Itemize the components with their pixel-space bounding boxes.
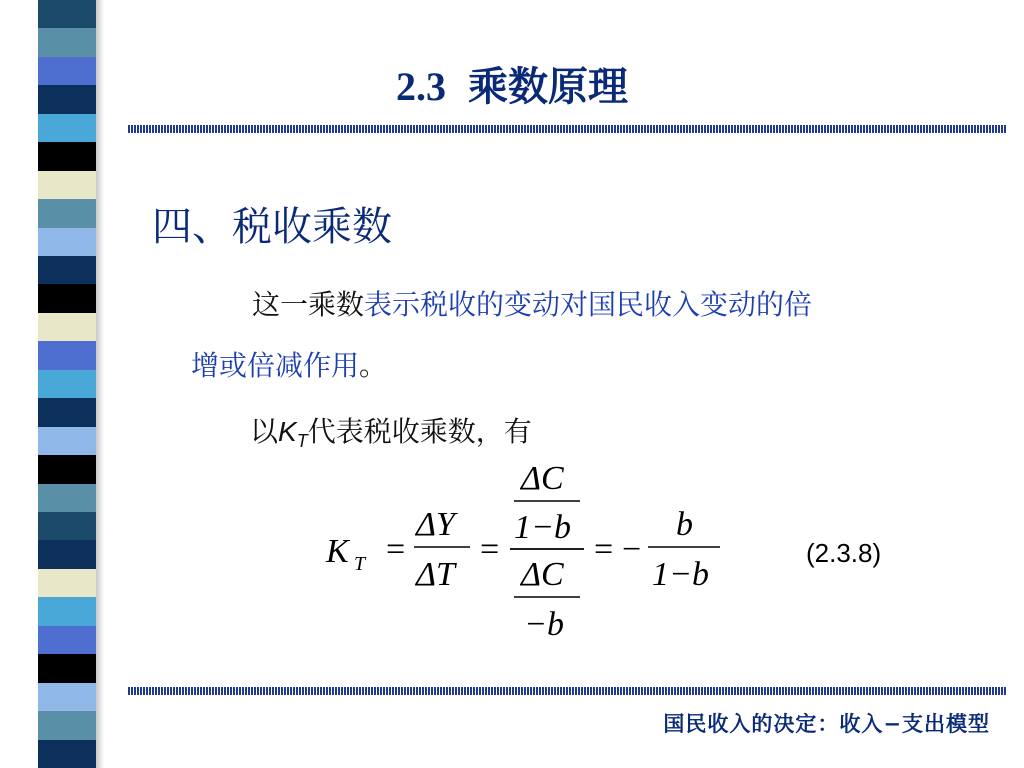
- frac2-bottom-numerator: ΔC: [521, 556, 564, 593]
- stripe-block: [38, 597, 96, 626]
- stripe-block: [38, 199, 96, 228]
- title-text: 乘数原理: [468, 63, 628, 110]
- frac1-numerator: ΔY: [416, 506, 455, 543]
- stripe-block: [38, 512, 96, 541]
- stripe-block: [38, 484, 96, 513]
- decorative-stripe: [38, 0, 96, 768]
- tax-multiplier-formula: [318, 455, 738, 645]
- stripe-block: [38, 142, 96, 171]
- stripe-block: [38, 626, 96, 655]
- frac1-denominator: ΔT: [416, 556, 455, 593]
- stripe-block: [38, 228, 96, 257]
- bottom-divider: [128, 687, 1006, 695]
- formula-lhs: K: [326, 533, 349, 570]
- section-heading: 四、税收乘数: [152, 204, 392, 250]
- frac3-denominator: 1−b: [652, 556, 709, 593]
- stripe-block: [38, 683, 96, 712]
- stripe-block: [38, 256, 96, 285]
- stripe-block: [38, 171, 96, 200]
- paragraph-line-2: [191, 344, 387, 384]
- stripe-block: [38, 0, 96, 29]
- stripe-block: [38, 398, 96, 427]
- stripe-block: [38, 341, 96, 370]
- stripe-block: [38, 28, 96, 57]
- stripe-shadow: [96, 0, 104, 768]
- formula-minus: −: [622, 531, 642, 568]
- frac2-top-denominator: 1−b: [514, 509, 571, 546]
- multiplier-symbol: $K_T$: [278, 416, 308, 451]
- stripe-block: [38, 114, 96, 143]
- formula-eq-1: =: [386, 531, 406, 568]
- stripe-block: [38, 711, 96, 740]
- paragraph-line-1: [252, 283, 812, 323]
- stripe-block: [38, 313, 96, 342]
- footer-text: 国民收入的决定：收入−支出模型: [663, 711, 990, 736]
- frac2-top-numerator: ΔC: [521, 460, 564, 497]
- slide-title: [0, 55, 1024, 112]
- top-divider: [128, 125, 1006, 133]
- stripe-block: [38, 284, 96, 313]
- stripe-block: [38, 654, 96, 683]
- stripe-block: [38, 370, 96, 399]
- formula-eq-3: =: [594, 531, 614, 568]
- paragraph-highlight: 增或倍减作用: [191, 349, 360, 382]
- frac2-bottom-denominator: −b: [524, 606, 564, 643]
- stripe-block: [38, 455, 96, 484]
- formula-eq-2: =: [480, 531, 500, 568]
- stripe-block: [38, 427, 96, 456]
- definition-suffix: 代表税收乘数，有: [307, 415, 532, 448]
- stripe-block: [38, 569, 96, 598]
- paragraph-text: 。: [359, 349, 388, 382]
- section-number: 2.3: [396, 64, 446, 109]
- stripe-block: [38, 740, 96, 768]
- definition-line: [250, 410, 532, 452]
- stripe-block: [38, 540, 96, 569]
- paragraph-text: 这一乘数: [252, 288, 365, 321]
- frac3-numerator: b: [676, 506, 693, 543]
- equation-number: (2.3.8): [806, 538, 882, 568]
- paragraph-highlight: 表示税收的变动对国民收入变动的倍: [364, 288, 813, 321]
- definition-prefix: 以: [250, 415, 279, 448]
- formula-lhs-sub: T: [354, 553, 366, 575]
